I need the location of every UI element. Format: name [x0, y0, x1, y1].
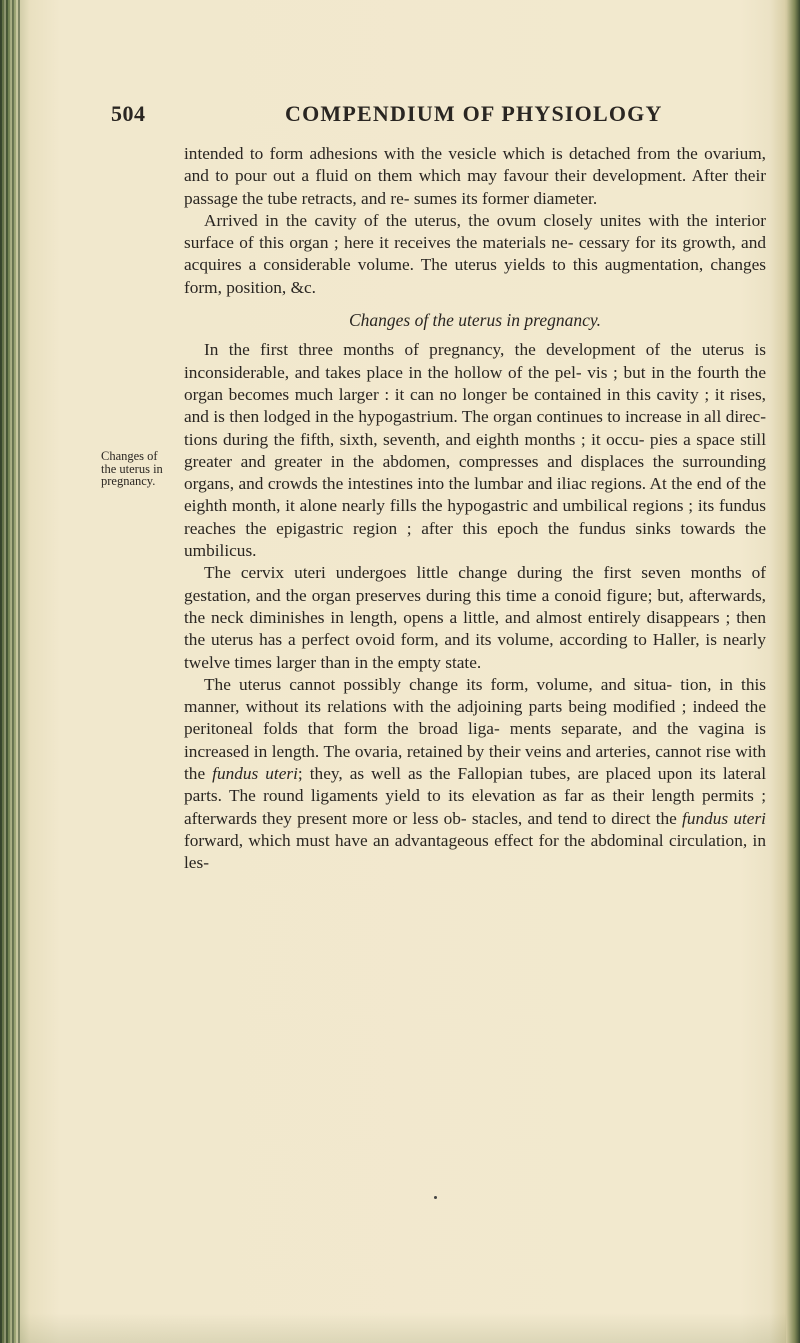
italic-term: fundus uteri [682, 808, 766, 828]
ink-dot [434, 1196, 437, 1199]
paragraph: Arrived in the cavity of the uterus, the ovum closely unites with the interior surface of this organ ; here it receives the materials ne- cessary for its growth, and acquires a considerable volume. The uterus yields to this augmentation, changes form, position, &c. [184, 210, 766, 297]
paragraph-continued: intended to form adhesions with the vesicle which is detached from the ovarium, and to pour out a fluid on them which may favour their development. After their passage the tube retracts, and re- sumes its former diameter. [184, 144, 766, 208]
paragraph-text: forward, which must have an advantageous effect for the abdominal circulation, in les- [184, 830, 766, 873]
page-number: 504 [111, 101, 146, 126]
paragraph-text: The uterus cannot possibly change its form, volume, and situa- tion, in this manner, without its relations with the adjoining parts being modified ; indeed the peritoneal folds that form the broad liga- ments separate, and the vagina is increased in length. The ovaria, retained by their veins and arteries, cannot rise with the [184, 674, 766, 784]
paragraph-text: ; they, as well as the Fallopian tubes, are placed upon its lateral parts. The round ligaments yield to its elevation as far as their length permits ; afterwards they present more or less ob- stacles, and tend to direct the [184, 764, 767, 828]
section-heading: Changes of the uterus in pregnancy. [348, 310, 602, 331]
margin-note-line: the uterus in [101, 461, 163, 476]
italic-term: fundus uteri [212, 764, 298, 784]
paragraph: In the first three months of pregnancy, the development of the uterus is inconsiderable, and takes place in the hollow of the pel- vis ; but in the fourth the organ becomes much larger : it can no longer be contained in this cavity ; it rises, and is then lodged in the hypogastrium. The organ continues to increase in all direc- tions during the fifth, sixth, seventh, and eighth months ; it occu- pies a space still greater and greater in the abdomen, compresses and displaces the surrounding organs, and crowds the intestines into the lumbar and iliac regions. At the end of the eighth month, it alone nearly fills the hypogastric and umbilical regions ; its fundus reaches the epigastric region ; after this epoch the fundus sinks towards the umbilicus. [184, 340, 766, 561]
binding-gutter [0, 0, 20, 1343]
margin-note-line: Changes of [101, 449, 158, 463]
page-edge [786, 0, 800, 1343]
paragraph [184, 674, 766, 875]
running-head: COMPENDIUM OF PHYSIOLOGY [285, 101, 663, 126]
margin-note-line: pregnancy. [101, 474, 156, 488]
page-bottom-shade [20, 1313, 786, 1343]
body-text [184, 143, 766, 875]
paragraph: The cervix uteri undergoes little change during the first seven months of gestation, and the organ preserves during this time a conoid figure; but, afterwards, the neck diminishes in length, opens a little, and almost entirely disappears ; then the uterus has a perfect ovoid form, and its volume, according to Haller, is nearly twelve times larger than in the empty state. [184, 563, 766, 672]
margin-note [101, 450, 185, 488]
